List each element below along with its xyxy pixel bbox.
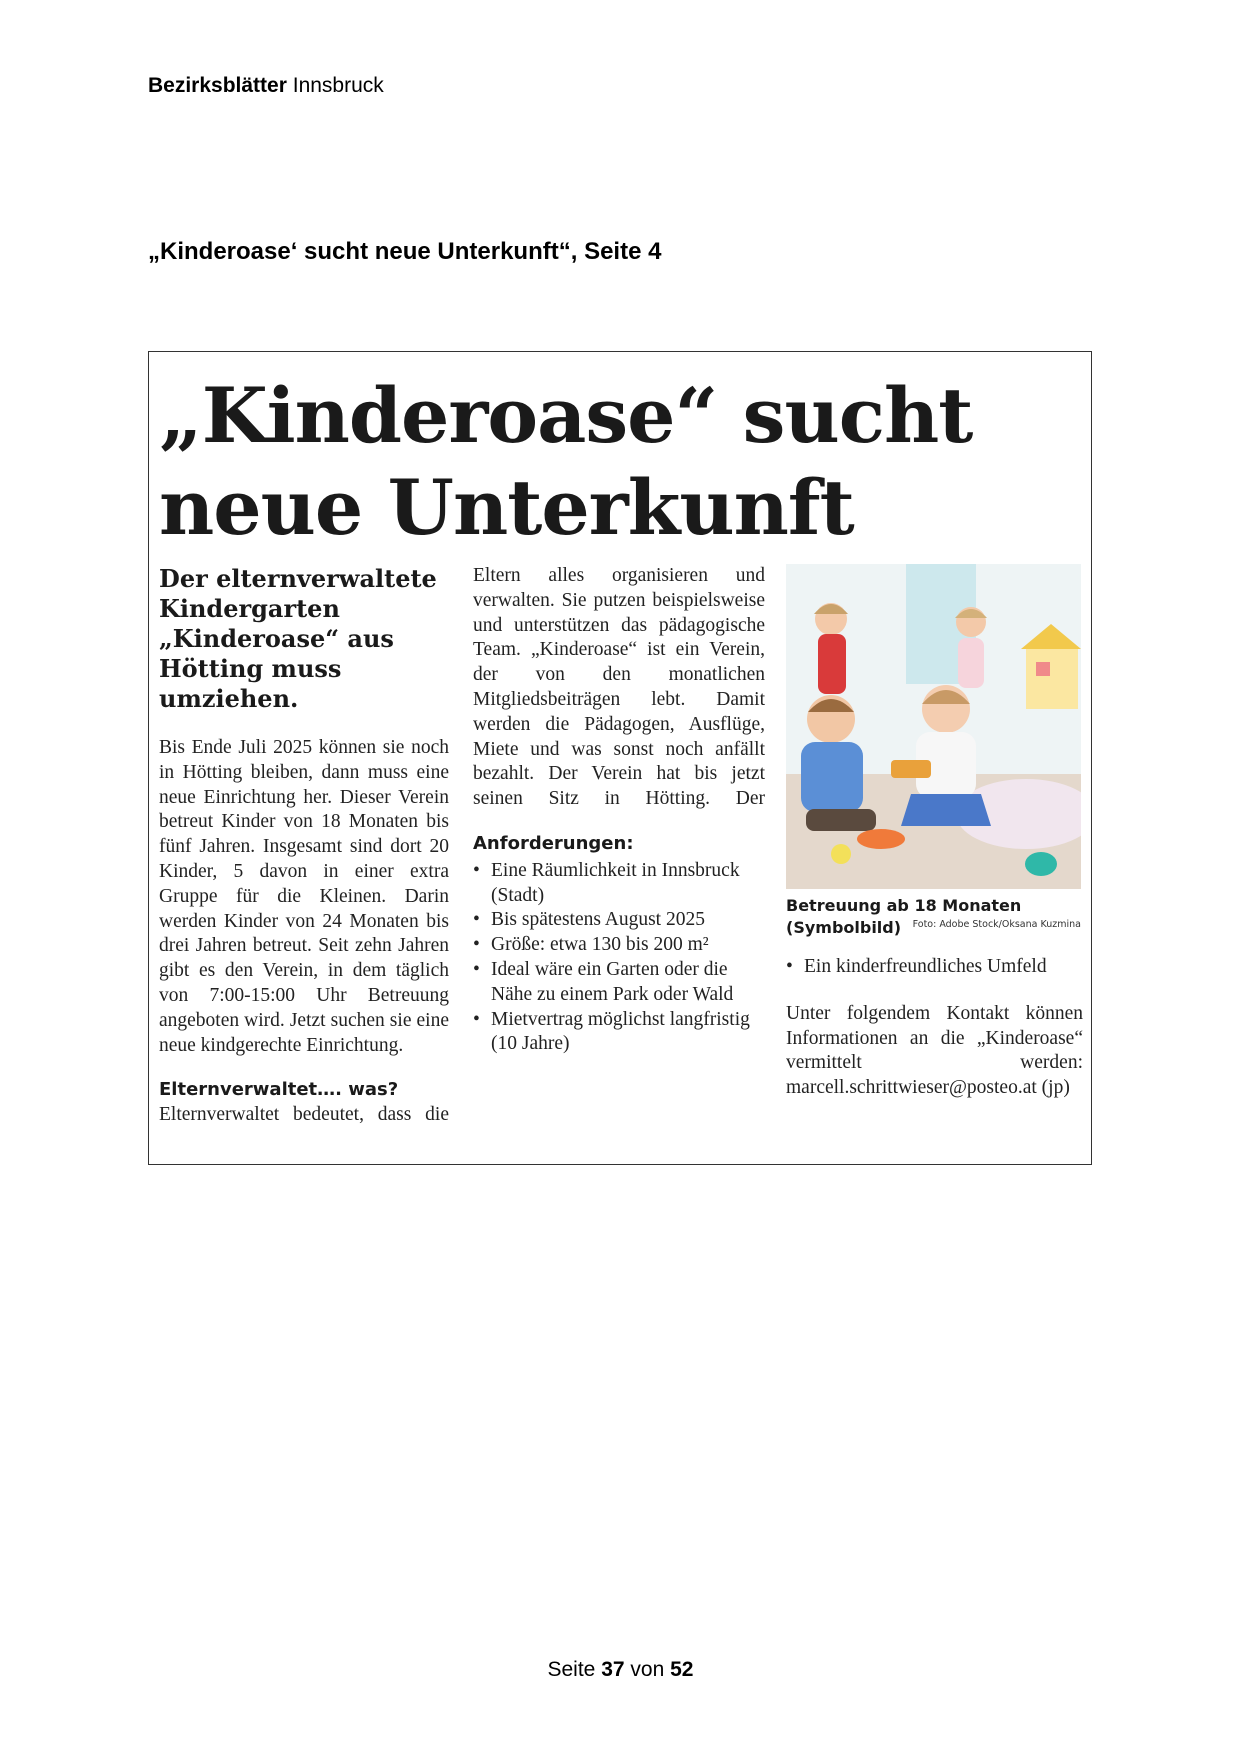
publication-header: [148, 74, 384, 98]
article-column-2: [473, 565, 765, 1057]
article-lead: Der elternverwaltete Kindergarten „Kinderoase“ aus Hötting muss umziehen.: [159, 564, 437, 713]
headline-line-2: neue Unterkunft: [159, 463, 854, 552]
requirement-item: • Größe: etwa 130 bis 200 m²: [473, 933, 765, 958]
publication-name: Bezirksblätter: [148, 74, 287, 97]
requirement-item: • Ein kinderfreundliches Umfeld: [786, 955, 1083, 980]
document-title: „Kinderoase‘ sucht neue Unterkunft“, Seite 4: [148, 238, 662, 265]
caption-text: Betreuung ab 18 Monaten (Symbolbild): [786, 896, 1022, 937]
page-footer: [0, 1658, 1241, 1682]
publication-region: Innsbruck: [292, 74, 384, 97]
requirements-list-continued: [786, 955, 1083, 980]
page-total: 52: [670, 1658, 694, 1681]
photo-credit: Foto: Adobe Stock/Oksana Kuzmina: [912, 919, 1081, 930]
article-paragraph-2: Elternverwaltet bedeutet, dass die: [159, 1104, 449, 1126]
requirements-list: [473, 859, 765, 1057]
requirement-item: • Mietvertrag möglichst langfristig (10 Jahre): [473, 1008, 765, 1058]
article-paragraph-2-text: Eltern alles organisieren und verwalten. Sie putzen beispielsweise und unterstützen das pädagogische Team. „Kinderoase“ ist ein Verein, der von den monatlichen Mitgliedsbeiträgen lebt. Damit werden die Pädagogen, Ausflüge, Miete und was sonst noch anfällt bezahlt. Der Verein hat bis jetzt seinen Sitz in Hötting. Der: [473, 565, 765, 810]
children-playing-illustration: [786, 564, 1081, 889]
requirement-item: • Ideal wäre ein Garten oder die Nähe zu einem Park oder Wald: [473, 958, 765, 1008]
headline-line-1: „Kinderoase“ sucht: [159, 371, 973, 460]
article-column-1: [159, 564, 449, 1128]
requirement-item: • Eine Räumlichkeit in Innsbruck (Stadt): [473, 859, 765, 909]
page-of-label: von: [630, 1658, 665, 1681]
article-paragraph-1: Bis Ende Juli 2025 können sie noch in Hötting bleiben, dann muss eine neue Einrichtung her. Dieser Verein betreut Kinder von 18 Monaten bis fünf Jahren. Insgesamt sind dort 20 Kinder, 5 davon in einer extra Gruppe für die Kleinen. Darin werden Kinder von 24 Monaten bis drei Jahren betreut. Seit zehn Jahren gibt es den Verein, in dem täglich von 7:00-15:00 Uhr Betreuung angeboten wird. Jetzt suchen sie eine neue kindgerechte Einrichtung.: [159, 737, 449, 1056]
article-column-3: [786, 570, 1083, 1101]
article-subhead-parents: Elternverwaltet…. was?: [159, 1079, 399, 1101]
article-subhead-requirements: Anforderungen:: [473, 833, 634, 854]
requirement-item: • Bis spätestens August 2025: [473, 908, 765, 933]
article-headline: [159, 370, 1079, 554]
photo-caption: [786, 895, 1083, 939]
newspaper-clipping: [148, 351, 1092, 1165]
contact-paragraph: Unter folgendem Kontakt können Informationen an die „Kinderoase“ vermittelt werden: marcell.schrittwieser@posteo.at (jp): [786, 1002, 1083, 1099]
page-label: Seite: [547, 1658, 596, 1681]
article-paragraph-2-continued: [473, 564, 765, 812]
page-current: 37: [601, 1658, 625, 1681]
article-photo: [786, 564, 1081, 889]
